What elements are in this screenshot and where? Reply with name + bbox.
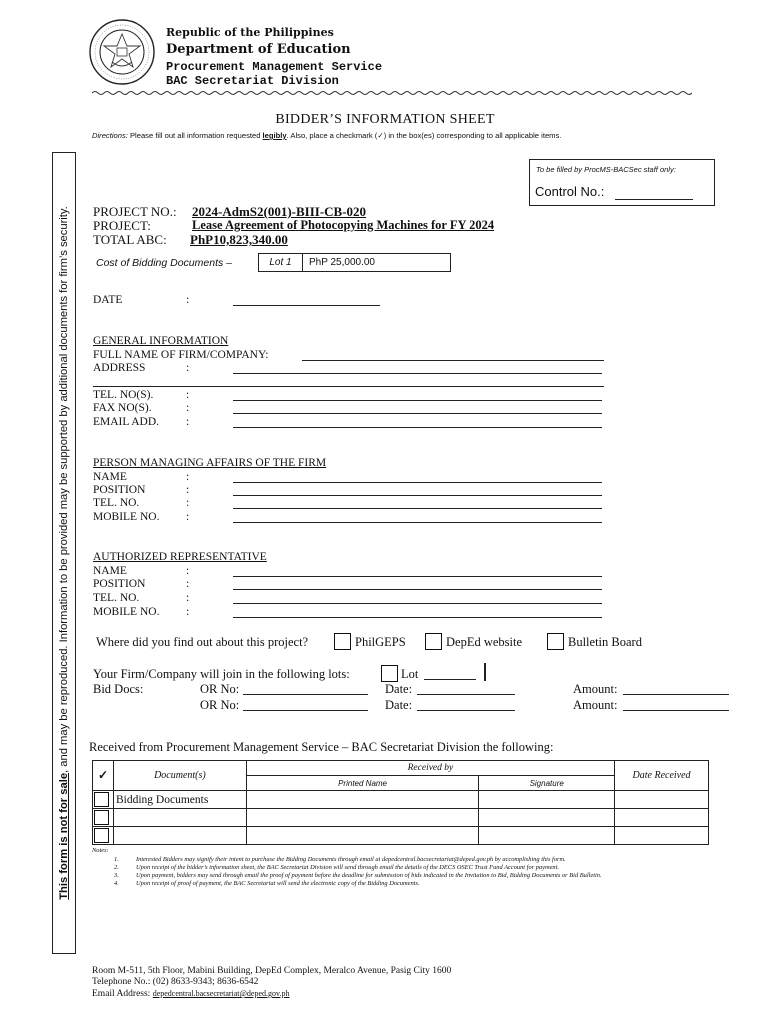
authorized-position-field[interactable] [233,589,602,590]
directions-bold-word: legibly [262,131,287,140]
authorized-tel-label: TEL. NO. [93,592,140,604]
lot-checkbox[interactable] [381,665,398,682]
note-text: Upon payment, bidders may send through email the proof of payment before the deadline for submission of bids indicated in the Invitation to Bid, Bidding Documents or Bid Bulletin. [136,872,602,879]
row-check-cell [93,827,114,845]
notes-list [114,856,704,888]
side-note-lead: This form is not for sale [58,772,70,900]
tel-field[interactable] [233,400,602,401]
row1-date[interactable] [615,791,709,809]
received-heading: Received from Procurement Management Service – BAC Secretariat Division the following: [89,740,554,754]
received-table [92,760,709,845]
authorized-mobile-colon: : [186,606,190,618]
row3-signature[interactable] [479,827,615,845]
control-note: To be filled by ProcMS-BACSec staff only: [536,165,676,174]
tel-colon: : [186,389,190,401]
row1-signature[interactable] [479,791,615,809]
side-note [58,206,70,900]
bid-docs-label: Bid Docs: [93,682,144,696]
deped-seal-logo [88,18,156,86]
row2-date[interactable] [615,809,709,827]
amount-field-1[interactable] [623,694,729,695]
philgeps-checkbox[interactable] [334,633,351,650]
cost-amount: PhP 25,000.00 [309,257,375,268]
general-info-heading: GENERAL INFORMATION [93,335,229,347]
total-abc-label: TOTAL ABC: [93,232,167,247]
table-row [93,809,709,827]
date-label: DATE [93,294,123,306]
footer [92,966,451,1000]
managing-name-field[interactable] [233,482,602,483]
authorized-mobile-field[interactable] [233,617,602,618]
control-box [529,159,715,206]
documents-header: Document(s) [113,761,246,791]
form-title: BIDDER’S INFORMATION SHEET [275,112,495,127]
philgeps-label: PhilGEPS [355,635,406,649]
note-item [114,856,704,864]
bulletin-board-label: Bulletin Board [568,635,642,649]
directions-text-after: . Also, place a checkmark (✓) in the box(es) corresponding to all applicable items. [286,131,562,140]
row2-signature[interactable] [479,809,615,827]
deped-website-label: DepEd website [446,635,523,649]
authorized-mobile-label: MOBILE NO. [93,606,160,618]
footer-phone: Telephone No.: (02) 8633-9343; 8636-6542 [92,977,259,987]
managing-mobile-colon: : [186,511,190,523]
row1-printed-name[interactable] [246,791,479,809]
date-label-1: Date: [385,682,413,696]
authorized-name-field[interactable] [233,576,602,577]
date-field[interactable] [233,305,380,306]
project-label: PROJECT: [93,218,151,233]
note-number: 3. [114,872,119,879]
lots-question: Your Firm/Company will join in the following lots: [93,667,350,681]
fax-field[interactable] [233,413,602,414]
row2-printed-name[interactable] [246,809,479,827]
row-check-cell [93,791,114,809]
cost-box [258,253,451,272]
project-value: Lease Agreement of Photocopying Machines for FY 2024 [192,218,495,232]
managing-tel-colon: : [186,497,190,509]
text-cursor [484,663,486,681]
received-by-header: Received by [246,761,614,776]
managing-position-label: POSITION [93,484,146,496]
row3-document[interactable] [113,827,246,845]
project-no-value: 2024-AdmS2(001)-BIII-CB-020 [192,204,367,219]
note-text: Interested Bidders may signify their intent to purchase the Bidding Documents through email at depedcentral.bacsecretariat@deped.gov.ph by accomplishing this form. [136,856,566,863]
deped-website-checkbox[interactable] [425,633,442,650]
authorized-position-colon: : [186,578,190,590]
row3-date[interactable] [615,827,709,845]
address-label: ADDRESS [93,362,146,374]
control-no-field[interactable] [615,199,693,200]
note-text: Upon receipt of the bidder’s information sheet, the BAC Secretariat Division will send through email the details of the DECS OSEC Trust Fund Account for payment. [136,864,559,871]
header-republic: Republic of the Philippines [166,26,334,39]
managing-name-label: NAME [93,471,127,483]
total-abc-value: PhP10,823,340.00 [190,232,288,247]
footer-address: Room M-511, 5th Floor, Mabini Building, DepEd Complex, Meralco Avenue, Pasig City 1600 [92,966,452,976]
email-field[interactable] [233,427,602,428]
managing-mobile-field[interactable] [233,522,602,523]
note-number: 1. [114,856,119,863]
row2-checkbox[interactable] [94,810,109,825]
authorized-tel-colon: : [186,592,190,604]
row-check-cell [93,809,114,827]
table-row [93,791,709,809]
footer-email-label: Email Address: [92,989,153,999]
date-colon: : [186,294,190,306]
row1-checkbox[interactable] [94,792,109,807]
managing-tel-field[interactable] [233,508,602,509]
signature-header: Signature [479,776,615,791]
row1-document: Bidding Documents [113,791,246,809]
bulletin-board-checkbox[interactable] [547,633,564,650]
cost-label: Cost of Bidding Documents – [96,257,232,269]
amount-label-1: Amount: [573,682,618,696]
authorized-heading: AUTHORIZED REPRESENTATIVE [93,551,267,563]
project-no-label: PROJECT NO.: [93,204,177,219]
managing-tel-label: TEL. NO. [93,497,140,509]
date-received-header: Date Received [615,761,709,791]
row3-printed-name[interactable] [246,827,479,845]
or-no-label-1: OR No: [200,682,240,696]
address-field-line-2[interactable] [93,386,604,387]
note-item [114,872,704,880]
directions [92,131,561,140]
directions-text-before: Please fill out all information requested [127,131,263,140]
footer-email-link[interactable]: depedcentral.bacsecretariat@deped.gov.ph [152,989,290,998]
managing-position-field[interactable] [233,495,602,496]
note-item [114,864,704,872]
check-header: ✓ [93,761,114,791]
authorized-name-label: NAME [93,565,127,577]
or-no-field-1[interactable] [243,694,368,695]
note-number: 4. [114,880,119,887]
address-colon: : [186,362,190,374]
header-department: Department of Education [166,42,351,57]
fax-label: FAX NO(S). [93,402,152,414]
lot-number-field[interactable] [424,679,476,680]
authorized-name-colon: : [186,565,190,577]
date-label-2: Date: [385,698,413,712]
cost-lot: Lot 1 [259,254,303,271]
table-row [93,827,709,845]
fax-colon: : [186,402,190,414]
or-no-field-2[interactable] [243,710,368,711]
authorized-tel-field[interactable] [233,603,602,604]
managing-position-colon: : [186,484,190,496]
or-no-label-2: OR No: [200,698,240,712]
row3-checkbox[interactable] [94,828,109,843]
lot-label: Lot [401,667,419,681]
footer-email-line [92,988,451,1000]
side-note-rest: , and may be reproduced. Information to be provided may be supported by additional documents for firm’s security. [58,206,70,773]
amount-field-2[interactable] [623,710,729,711]
note-item [114,880,704,888]
control-label: Control No.: [535,184,605,199]
managing-name-colon: : [186,471,190,483]
printed-name-header: Printed Name [246,776,479,791]
full-name-field[interactable] [302,360,604,361]
email-label: EMAIL ADD. [93,416,160,428]
tel-label: TEL. NO(S). [93,389,154,401]
notes-label: Notes: [92,847,109,854]
note-number: 2. [114,864,119,871]
row2-document[interactable] [113,809,246,827]
side-note-box [52,152,76,954]
header-procurement: Procurement Management Service [166,60,383,74]
source-question: Where did you find out about this project? [96,635,309,649]
authorized-position-label: POSITION [93,578,146,590]
directions-label: Directions: [92,131,128,140]
date-field-1[interactable] [417,694,515,695]
email-colon: : [186,416,190,428]
amount-label-2: Amount: [573,698,618,712]
decorative-border [92,90,692,96]
managing-heading: PERSON MANAGING AFFAIRS OF THE FIRM [93,457,327,469]
managing-mobile-label: MOBILE NO. [93,511,160,523]
date-field-2[interactable] [417,710,515,711]
address-field[interactable] [233,373,602,374]
full-name-label: FULL NAME OF FIRM/COMPANY: [93,349,269,361]
note-text: Upon receipt of proof of payment, the BAC Secretariat will send the electronic copy of the Bidding Documents. [136,880,420,887]
header-bac-division: BAC Secretariat Division [166,74,339,88]
